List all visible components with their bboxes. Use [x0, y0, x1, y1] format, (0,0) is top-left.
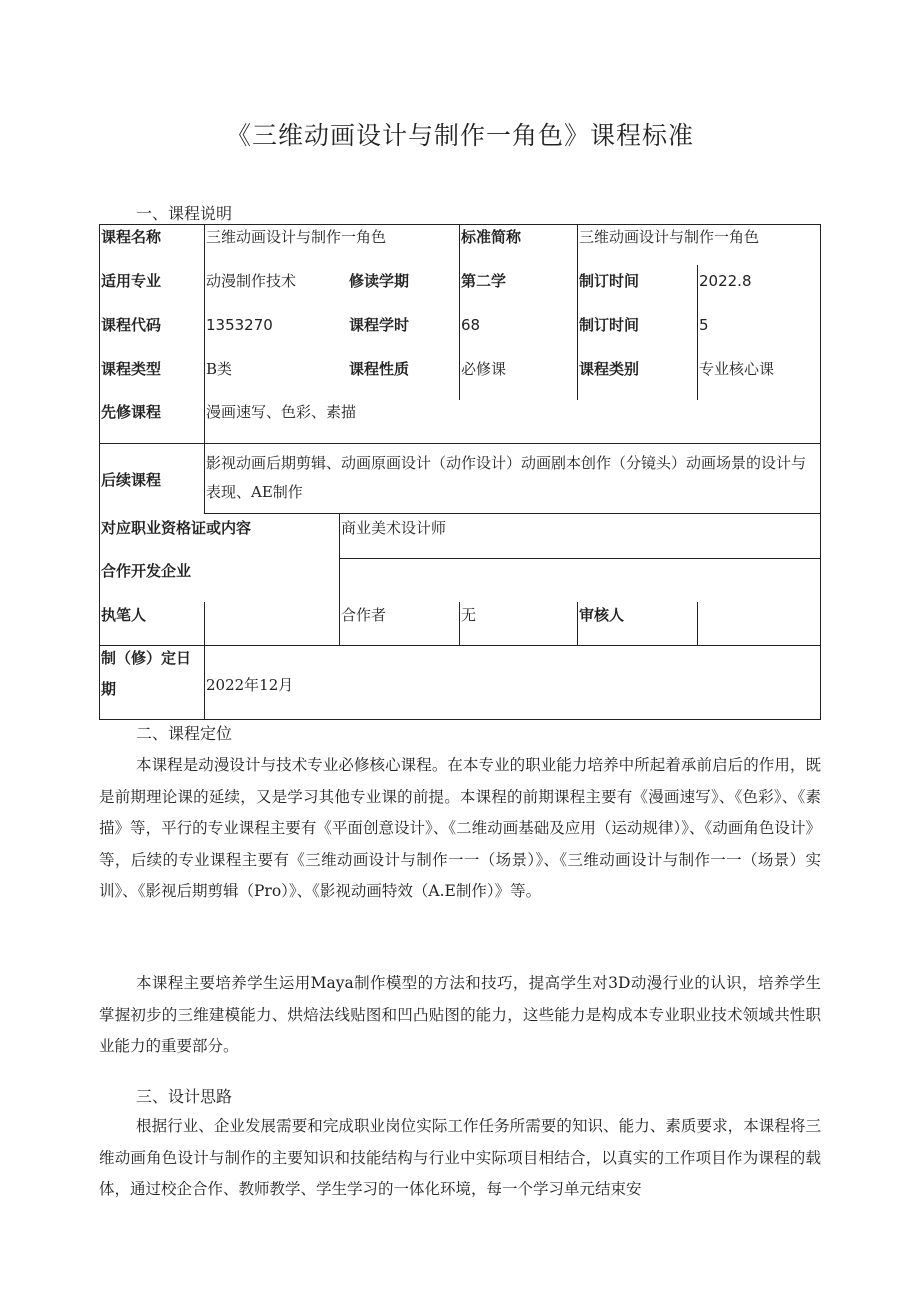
course-hours-value: 68 — [461, 316, 481, 334]
course-nature-value: 必修课 — [461, 360, 507, 378]
formulation-time-label-2: 制订时间 — [579, 316, 640, 334]
study-term-label: 修读学期 — [349, 272, 410, 290]
course-code-value: 1353270 — [206, 316, 273, 334]
table-rule — [204, 513, 821, 514]
course-hours-label: 课程学时 — [349, 316, 410, 334]
formulation-time-value-2: 5 — [699, 316, 709, 334]
partner-value: 无 — [461, 606, 477, 624]
course-category-label: 课程类别 — [579, 360, 640, 378]
prerequisite-courses-label: 先修课程 — [101, 403, 162, 421]
certificate-value: 商业美术设计师 — [341, 519, 447, 537]
revision-date-label-line2: 期 — [101, 680, 117, 698]
formulation-time-label: 制订时间 — [579, 272, 640, 290]
prerequisite-courses-value: 漫画速写、色彩、素描 — [206, 403, 357, 421]
table-col-rule — [339, 513, 340, 645]
table-col-rule — [577, 602, 578, 645]
section-heading-course-description: 一、课程说明 — [136, 204, 233, 223]
table-col-rule — [204, 602, 205, 719]
course-name-label: 课程名称 — [101, 228, 162, 246]
follow-up-courses-label: 后续课程 — [101, 471, 162, 489]
document-title: 《三维动画设计与制作一角色》课程标准 — [225, 121, 694, 150]
revision-date-label-line1: 制（修）定日 — [101, 649, 192, 667]
course-type-label: 课程类型 — [101, 360, 162, 378]
formulation-time-value: 2022.8 — [699, 272, 752, 290]
reviewer-label: 审核人 — [579, 606, 625, 624]
section-heading-design-approach: 三、设计思路 — [136, 1087, 233, 1106]
table-col-rule — [577, 225, 578, 400]
course-code-label: 课程代码 — [101, 316, 162, 334]
course-type-value: B类 — [206, 360, 233, 378]
partner-label: 合作者 — [341, 606, 387, 624]
cooperative-enterprise-label: 合作开发企业 — [101, 562, 192, 580]
applicable-major-label: 适用专业 — [101, 272, 162, 290]
table-rule — [339, 558, 821, 559]
certificate-label: 对应职业资格证或内容 — [101, 519, 252, 537]
design-approach-paragraph-1: 根据行业、企业发展需要和完成职业岗位实际工作任务所需要的知识、能力、素质要求，本课程将三维动画角色设计与制作的主要知识和技能结构与行业中实际项目相结合，以真实的工作项目作为课程的载体，通过校企合作、教师教学、学生学习的一体化环境，每一个学习单元结束安 — [99, 1117, 821, 1198]
section-heading-course-positioning: 二、课程定位 — [136, 724, 233, 743]
course-category-value: 专业核心课 — [699, 360, 775, 378]
standard-short-name-value: 三维动画设计与制作一角色 — [579, 228, 760, 246]
table-col-rule — [459, 602, 460, 645]
follow-up-courses-value: 影视动画后期剪辑、动画原画设计（动作设计）动画剧本创作（分镜头）动画场景的设计与表现、AE制作 — [206, 454, 807, 501]
course-info-table — [99, 224, 821, 720]
course-nature-label: 课程性质 — [349, 360, 410, 378]
revision-date-value: 2022年12月 — [206, 676, 294, 694]
applicable-major-value: 动漫制作技术 — [206, 272, 297, 290]
table-rule — [99, 645, 821, 646]
course-positioning-paragraph-2: 本课程主要培养学生运用Maya制作模型的方法和技巧，提高学生对3D动漫行业的认识，培养学生掌握初步的三维建模能力、烘焙法线贴图和凹凸贴图的能力，这些能力是构成本专业职业技术领域共性职业能力的重要部分。 — [99, 974, 821, 1055]
writer-label: 执笔人 — [101, 606, 147, 624]
course-positioning-paragraph-1: 本课程是动漫设计与技术专业必修核心课程。在本专业的职业能力培养中所起着承前启后的作用，既是前期理论课的延续，又是学习其他专业课的前提。本课程的前期课程主要有《漫画速写》、《色彩》、《素描》等，平行的专业课程主要有《平面创意设计》、《二维动画基础及应用（运动规律）》、《动画角色设计》等，后续的专业课程主要有《三维动画设计与制作一一（场景）》、《三维动画设计与制作一一（场景）实训》、《影视后期剪辑（Pro）》、《影视动画特效（A.E制作）》等。 — [99, 756, 821, 900]
standard-short-name-label: 标准简称 — [461, 228, 522, 246]
study-term-value: 第二学 — [461, 272, 507, 290]
table-col-rule — [459, 225, 460, 400]
table-col-rule — [204, 225, 205, 513]
course-name-value: 三维动画设计与制作一角色 — [206, 228, 387, 246]
table-col-rule — [697, 265, 698, 400]
table-rule — [99, 443, 821, 444]
table-col-rule — [697, 602, 698, 645]
